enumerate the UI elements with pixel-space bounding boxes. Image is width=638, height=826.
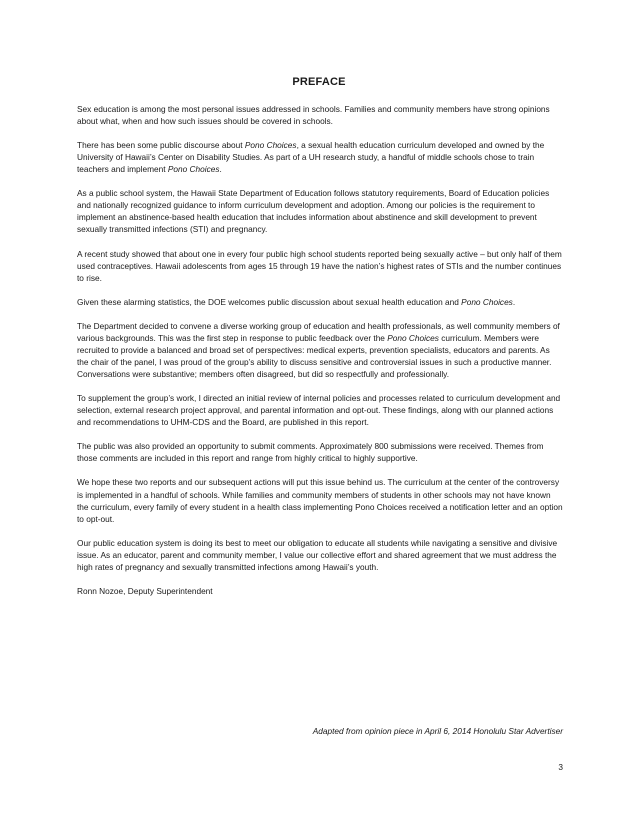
paragraph-3: [77, 187, 563, 235]
preface-body: [77, 103, 563, 609]
signature: Ronn Nozoe, Deputy Superintendent: [77, 585, 213, 596]
paragraph-4: [77, 248, 563, 284]
paragraph-6: [77, 320, 563, 380]
page-number: 3: [558, 762, 563, 772]
paragraph-10: [77, 537, 563, 573]
paragraph-text: As a public school system, the Hawaii State Department of Education follows statutory requirements, Board of Education policies and nationally recognized guidance to inform curriculum development and adoption. Among our policies is the requirement to implement an abstinence-based health education that includes information about abstinence and skill development to prevent sexually transmitted infections (STI) and pregnancy.: [77, 188, 550, 235]
paragraph-9: [77, 476, 563, 524]
paragraph-text: A recent study showed that about one in every four public high school students reported being sexually active – but only half of them used contraceptives. Hawaii adolescents from ages 15 through 19 have the nation’s highest rates of STIs and the number continues to rise.: [77, 248, 562, 283]
curriculum-name: Pono Choices: [387, 332, 439, 343]
paragraph-text: Given these alarming statistics, the DOE welcomes public discussion about sexual health education and: [77, 296, 462, 307]
paragraph-text: There has been some public discourse about: [77, 140, 245, 151]
paragraph-text: .: [512, 296, 516, 307]
paragraph-1: [77, 103, 563, 127]
paragraph-text: .: [219, 164, 222, 175]
curriculum-name: Pono Choices: [461, 296, 513, 307]
paragraph-text: The public was also provided an opportunity to submit comments. Approximately 800 submissions were received. Themes from those comments are included in this report and range from highly critical to highly supportive.: [77, 441, 544, 464]
paragraph-text: Sex education is among the most personal issues addressed in schools. Families and community members have strong opinions about what, when and how such issues should be covered in schools.: [77, 104, 550, 127]
paragraph-7: [77, 392, 563, 428]
paragraph-text: curriculum. Members were recruited to provide a balanced and broad set of perspectives: medical experts, prevention specialists, educators and parents. As the chair of the panel, I was proud of the group’s ability to discuss sensitive and controversial issues in such a productive manner. Conversations were substantive; members often disagreed, but did so respectfully and professionally.: [77, 332, 552, 380]
paragraph-2: [77, 139, 563, 175]
curriculum-name: Pono Choices: [244, 140, 297, 151]
paragraph-text: , a sexual health education curriculum developed and owned by the University of Hawaii’s Center on Disability Studies. As part of a UH research study, a handful of middle schools chose to train teachers and implement: [77, 140, 545, 175]
source-note: Adapted from opinion piece in April 6, 2014 Honolulu Star Advertiser: [312, 726, 563, 736]
paragraph-text: The Department decided to convene a diverse working group of education and health professionals, as well community members of various backgrounds. This was the first step in response to public feedback over the: [77, 320, 560, 343]
paragraph-text: Our public education system is doing its best to meet our obligation to educate all students while navigating a sensitive and divisive issue. As an educator, parent and community member, I value our collective effort and shared agreement that we must address the high rates of pregnancy and sexually transmitted infections among Hawaii’s youth.: [77, 537, 558, 572]
paragraph-5: [77, 296, 563, 308]
curriculum-name: Pono Choices: [167, 164, 220, 175]
paragraph-8: [77, 440, 563, 464]
paragraph-text: We hope these two reports and our subsequent actions will put this issue behind us. The curriculum at the center of the controversy is implemented in a handful of schools. While families and community members of students in other schools may not have known the curriculum, every family of every student in a health class implementing Pono Choices received a notification letter and an option to opt-out.: [77, 477, 563, 524]
page-title: PREFACE: [292, 76, 346, 88]
paragraph-text: To supplement the group’s work, I directed an initial review of internal policies and processes related to curriculum development and selection, external research project approval, and parental information and opt-out. These findings, along with our planned actions and recommendations to UHM-CDS and the Board, are published in this report.: [77, 393, 561, 428]
